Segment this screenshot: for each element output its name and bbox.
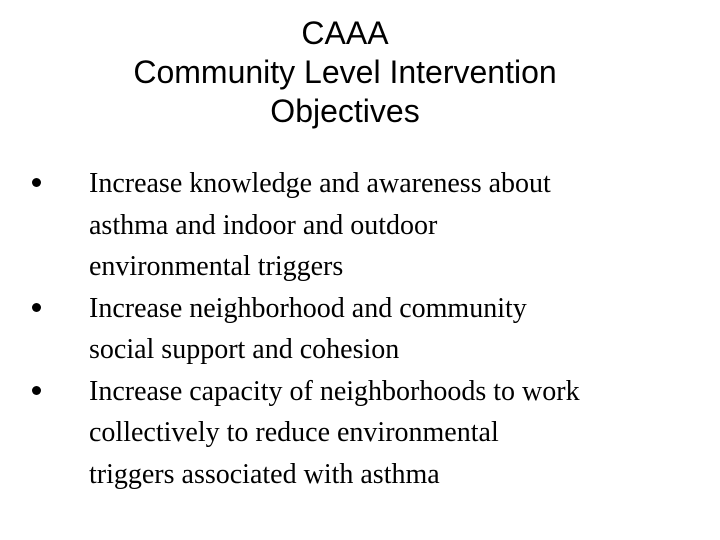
bullet-text: [89, 163, 700, 288]
bullet-icon: [32, 178, 41, 187]
bullet-text: [89, 371, 700, 496]
bullet-line: triggers associated with asthma: [89, 458, 440, 490]
bullet-line: asthma and indoor and outdoor: [89, 209, 438, 241]
bullet-line: environmental triggers: [89, 251, 344, 282]
bullet-line: Increase capacity of neighborhoods to work: [89, 375, 580, 407]
title-line-3: Objectives: [270, 93, 420, 129]
title-line-2: Community Level Intervention: [133, 54, 557, 90]
objective-neighborhood-capacity: [0, 371, 700, 496]
objectives-list: [0, 163, 700, 495]
bullet-line: collectively to reduce environmental: [89, 417, 499, 448]
slide-title: [0, 14, 690, 131]
objective-knowledge-awareness: [0, 163, 700, 288]
bullet-text: [89, 288, 700, 371]
bullet-icon: [32, 386, 41, 395]
bullet-line: Increase knowledge and awareness about: [89, 168, 551, 199]
bullet-line: social support and cohesion: [89, 334, 400, 365]
bullet-icon: [32, 303, 41, 312]
bullet-line: Increase neighborhood and community: [89, 292, 527, 324]
objective-social-support: [0, 288, 700, 371]
title-line-1: CAAA: [301, 15, 389, 51]
